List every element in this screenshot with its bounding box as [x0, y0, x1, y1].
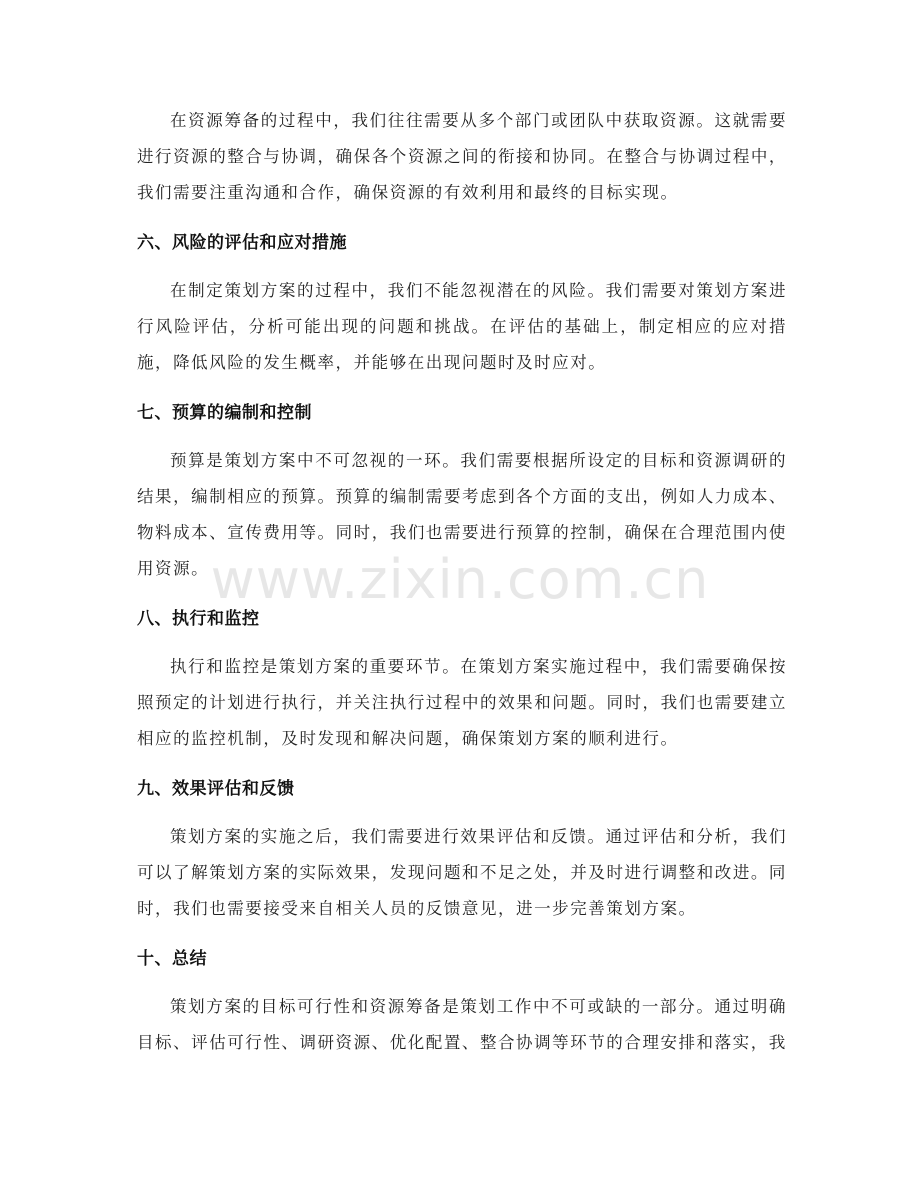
- section-paragraph-execution: 执行和监控是策划方案的重要环节。在策划方案实施过程中，我们需要确保按照预定的计划进行执行，并关注执行过程中的效果和问题。同时，我们也需要建立相应的监控机制，及时发现和解决问题，确保策划方案的顺利进行。: [137, 657, 787, 748]
- watermark-text: www.zixin.com.cn: [210, 548, 710, 611]
- section-paragraph-evaluation: 策划方案的实施之后，我们需要进行效果评估和反馈。通过评估和分析，我们可以了解策划方案的实际效果，发现问题和不足之处，并及时进行调整和改进。同时，我们也需要接受来自相关人员的反馈意见，进一步完善策划方案。: [137, 827, 787, 918]
- section-heading-summary: 十、总结: [137, 949, 207, 969]
- intro-paragraph: 在资源筹备的过程中，我们往往需要从多个部门或团队中获取资源。这就需要进行资源的整合与协调，确保各个资源之间的衔接和协同。在整合与协调过程中，我们需要注重沟通和合作，确保资源的有效利用和最终的目标实现。: [137, 111, 787, 202]
- section-paragraph-budget: 预算是策划方案中不可忽视的一环。我们需要根据所设定的目标和资源调研的结果，编制相应的预算。预算的编制需要考虑到各个方面的支出，例如人力成本、物料成本、宣传费用等。同时，我们也需要进行预算的控制，确保在合理范围内使用资源。: [137, 451, 787, 578]
- document-body: [137, 103, 787, 1075]
- section-paragraph-summary: 策划方案的目标可行性和资源筹备是策划工作中不可或缺的一部分。通过明确目标、评估可行性、调研资源、优化配置、整合协调等环节的合理安排和落实，我: [137, 997, 787, 1052]
- section-heading-budget: 七、预算的编制和控制: [137, 403, 312, 423]
- section-heading-evaluation: 九、效果评估和反馈: [137, 779, 295, 799]
- section-paragraph-risk: 在制定策划方案的过程中，我们不能忽视潜在的风险。我们需要对策划方案进行风险评估，分析可能出现的问题和挑战。在评估的基础上，制定相应的应对措施，降低风险的发生概率，并能够在出现问题时及时应对。: [137, 281, 787, 372]
- section-heading-execution: 八、执行和监控: [137, 609, 260, 629]
- section-heading-risk: 六、风险的评估和应对措施: [137, 233, 347, 253]
